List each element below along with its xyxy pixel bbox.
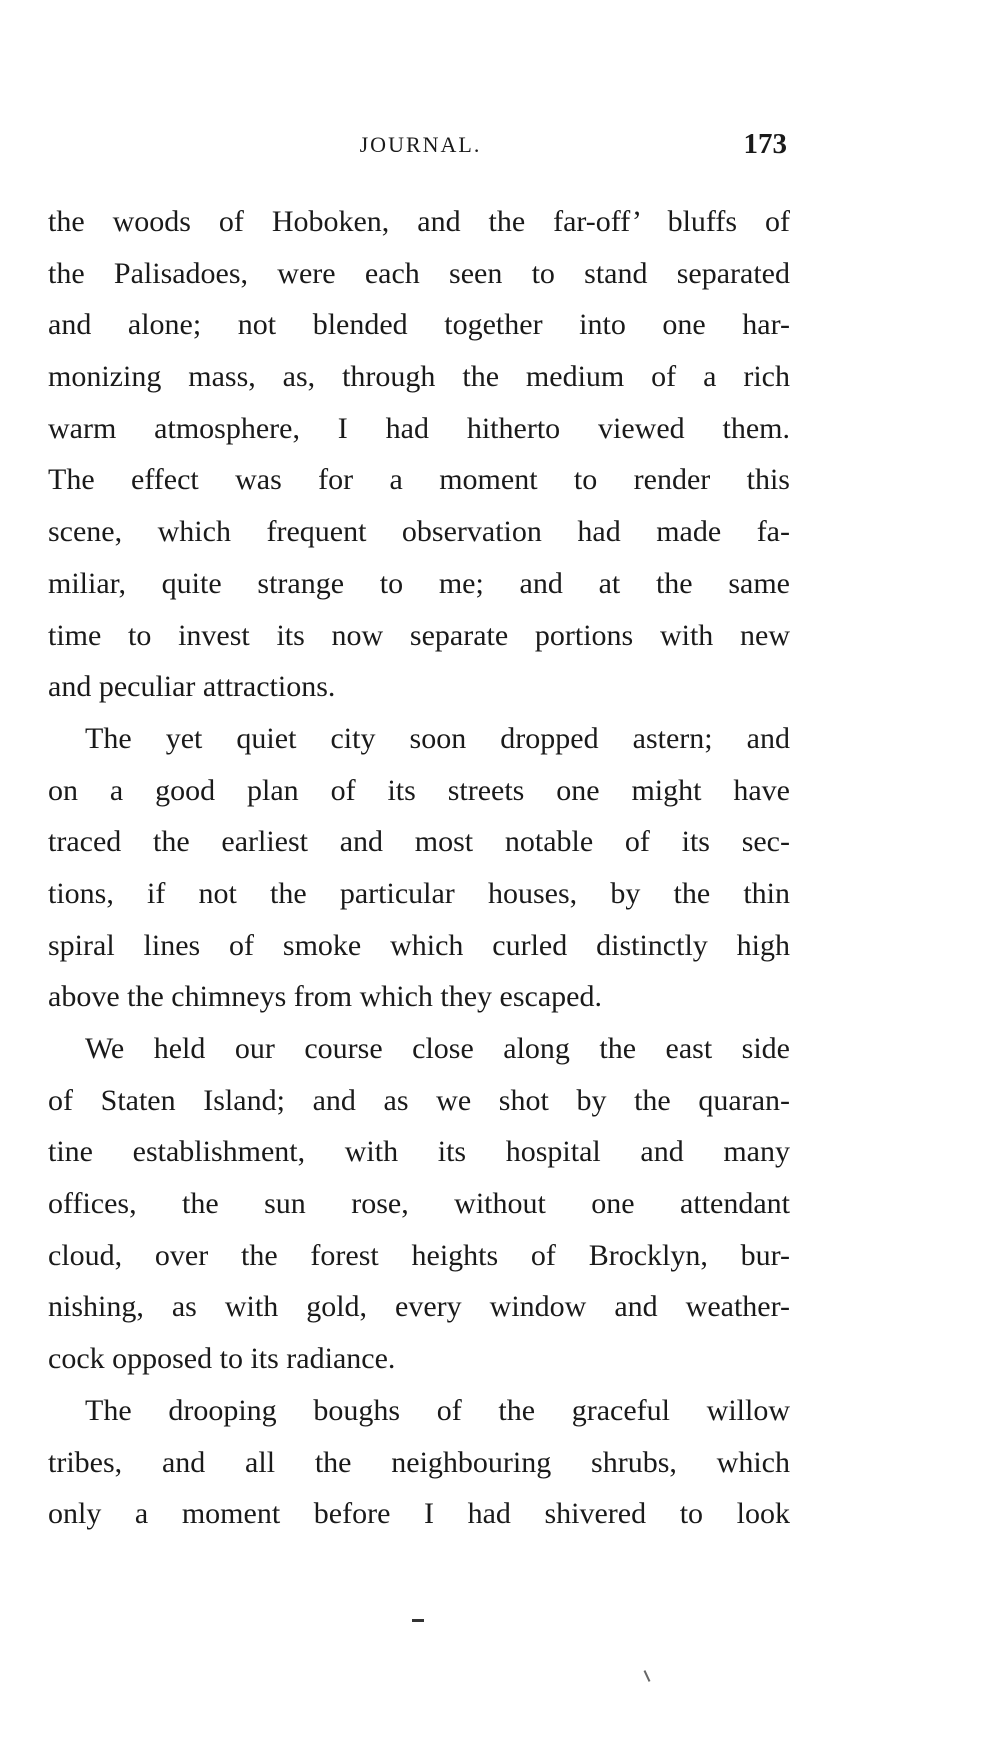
running-title: JOURNAL. [359, 132, 482, 157]
text-line: on a good plan of its streets one might have [48, 773, 790, 807]
text-line: the woods of Hoboken, and the far-off’ bluffs of [48, 205, 790, 238]
text-line: We held our course close along the east side [85, 1032, 790, 1065]
text-line: nishing, as with gold, every window and weather- [48, 1290, 790, 1324]
text-line: only a moment before I had shivered to look [48, 1497, 790, 1531]
body-text [48, 196, 790, 1540]
text-line: the Palisadoes, were each seen to stand separated [48, 256, 790, 290]
text-line: cock opposed to its radiance. [48, 1342, 396, 1376]
text-line: cloud, over the forest heights of Brocklyn, bur- [48, 1238, 790, 1272]
printer-mark [644, 1670, 651, 1682]
paragraph-2 [48, 713, 790, 1023]
text-line: tribes, and all the neighbouring shrubs, which [48, 1445, 790, 1479]
text-line: of Staten Island; and as we shot by the quaran- [48, 1083, 790, 1117]
text-line: The drooping boughs of the graceful willow [85, 1393, 790, 1427]
text-line: spiral lines of smoke which curled distinctly high [48, 928, 790, 962]
text-line: and peculiar attractions. [48, 670, 336, 704]
text-line: tions, if not the particular houses, by the thin [48, 876, 790, 910]
paragraph-3 [48, 1023, 790, 1385]
text-line: scene, which frequent observation had made fa- [48, 515, 790, 549]
running-head [48, 128, 793, 168]
text-line: traced the earliest and most notable of its sec- [48, 825, 790, 859]
text-line: tine establishment, with its hospital and many [48, 1135, 790, 1169]
text-line: offices, the sun rose, without one attendant [48, 1187, 790, 1221]
text-line: The effect was for a moment to render this [48, 463, 790, 497]
text-line: time to invest its now separate portions with new [48, 618, 790, 652]
text-line: miliar, quite strange to me; and at the same [48, 566, 790, 600]
text-line: The yet quiet city soon dropped astern; and [85, 721, 790, 755]
text-line: and alone; not blended together into one har- [48, 308, 790, 342]
printer-mark [412, 1619, 424, 1622]
paragraph-4 [48, 1385, 790, 1540]
text-line: monizing mass, as, through the medium of a rich [48, 360, 790, 394]
text-line: warm atmosphere, I had hitherto viewed them. [48, 411, 790, 445]
paragraph-1 [48, 196, 790, 713]
text-line: above the chimneys from which they escaped. [48, 980, 602, 1014]
page-number: 173 [743, 128, 787, 160]
